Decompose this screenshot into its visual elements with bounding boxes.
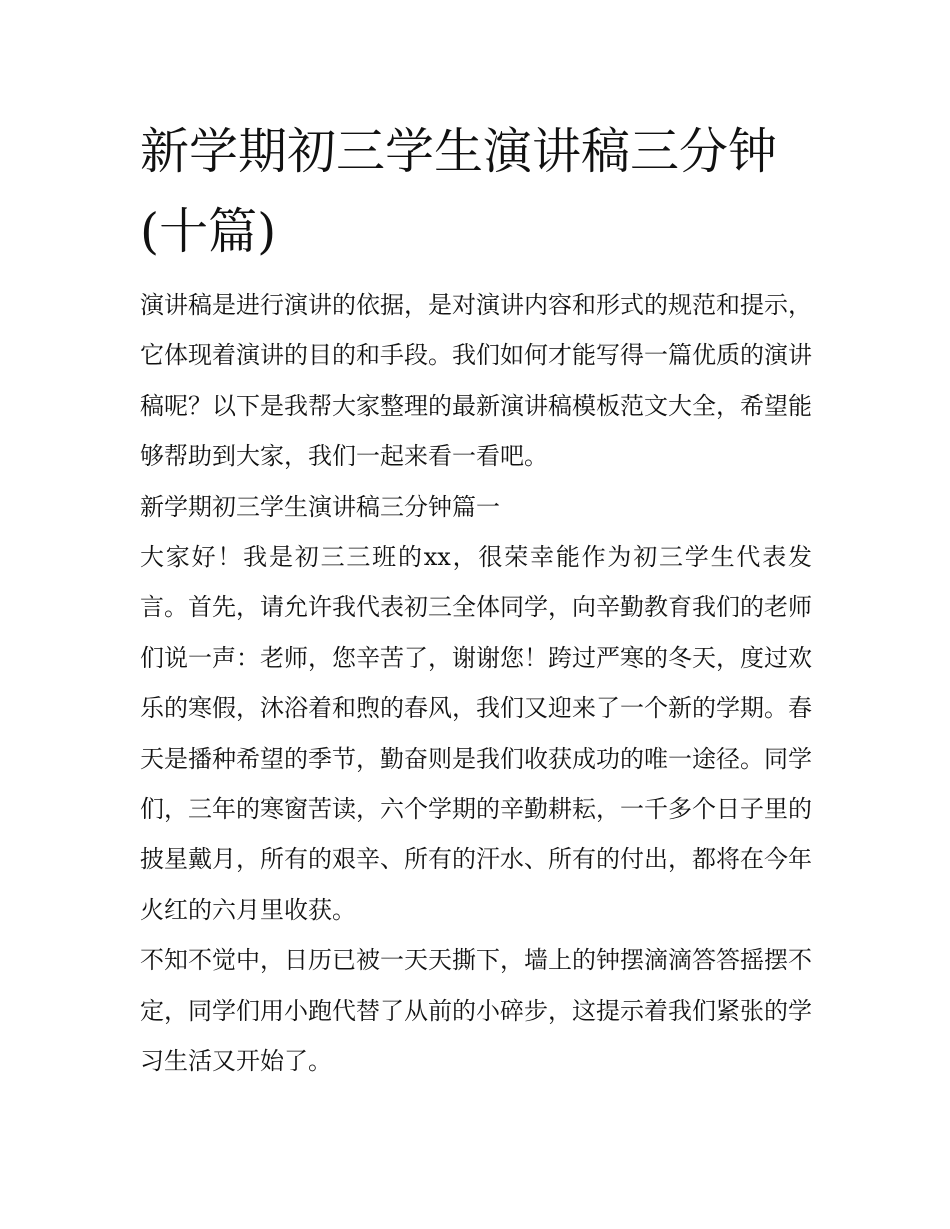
document-title: 新学期初三学生演讲稿三分钟(十篇) bbox=[140, 123, 778, 260]
body-paragraph: 不知不觉中，日历已被一天天撕下，墙上的钟摆滴滴答答摇摆不定，同学们用小跑代替了从前的小碎步，这提示着我们紧张的学习生活又开始了。 bbox=[140, 946, 812, 1076]
document-page bbox=[140, 112, 812, 1087]
intro-paragraph: 演讲稿是进行演讲的依据，是对演讲内容和形式的规范和提示，它体现着演讲的目的和手段。我们如何才能写得一篇优质的演讲稿呢？以下是我帮大家整理的最新演讲稿模板范文大全，希望能够帮助到大家，我们一起来看一看吧。 bbox=[140, 291, 812, 471]
section-heading: 新学期初三学生演讲稿三分钟篇一 bbox=[140, 492, 500, 521]
body-paragraph: 大家好！我是初三三班的xx，很荣幸能作为初三学生代表发言。首先，请允许我代表初三全体同学，向辛勤教育我们的老师们说一声：老师，您辛苦了，谢谢您！跨过严寒的冬天，度过欢乐的寒假，沐浴着和煦的春风，我们又迎来了一个新的学期。春天是播种希望的季节，勤奋则是我们收获成功的唯一途径。同学们，三年的寒窗苦读，六个学期的辛勤耕耘，一千多个日子里的披星戴月，所有的艰辛、所有的汗水、所有的付出，都将在今年火红的六月里收获。 bbox=[140, 543, 812, 924]
